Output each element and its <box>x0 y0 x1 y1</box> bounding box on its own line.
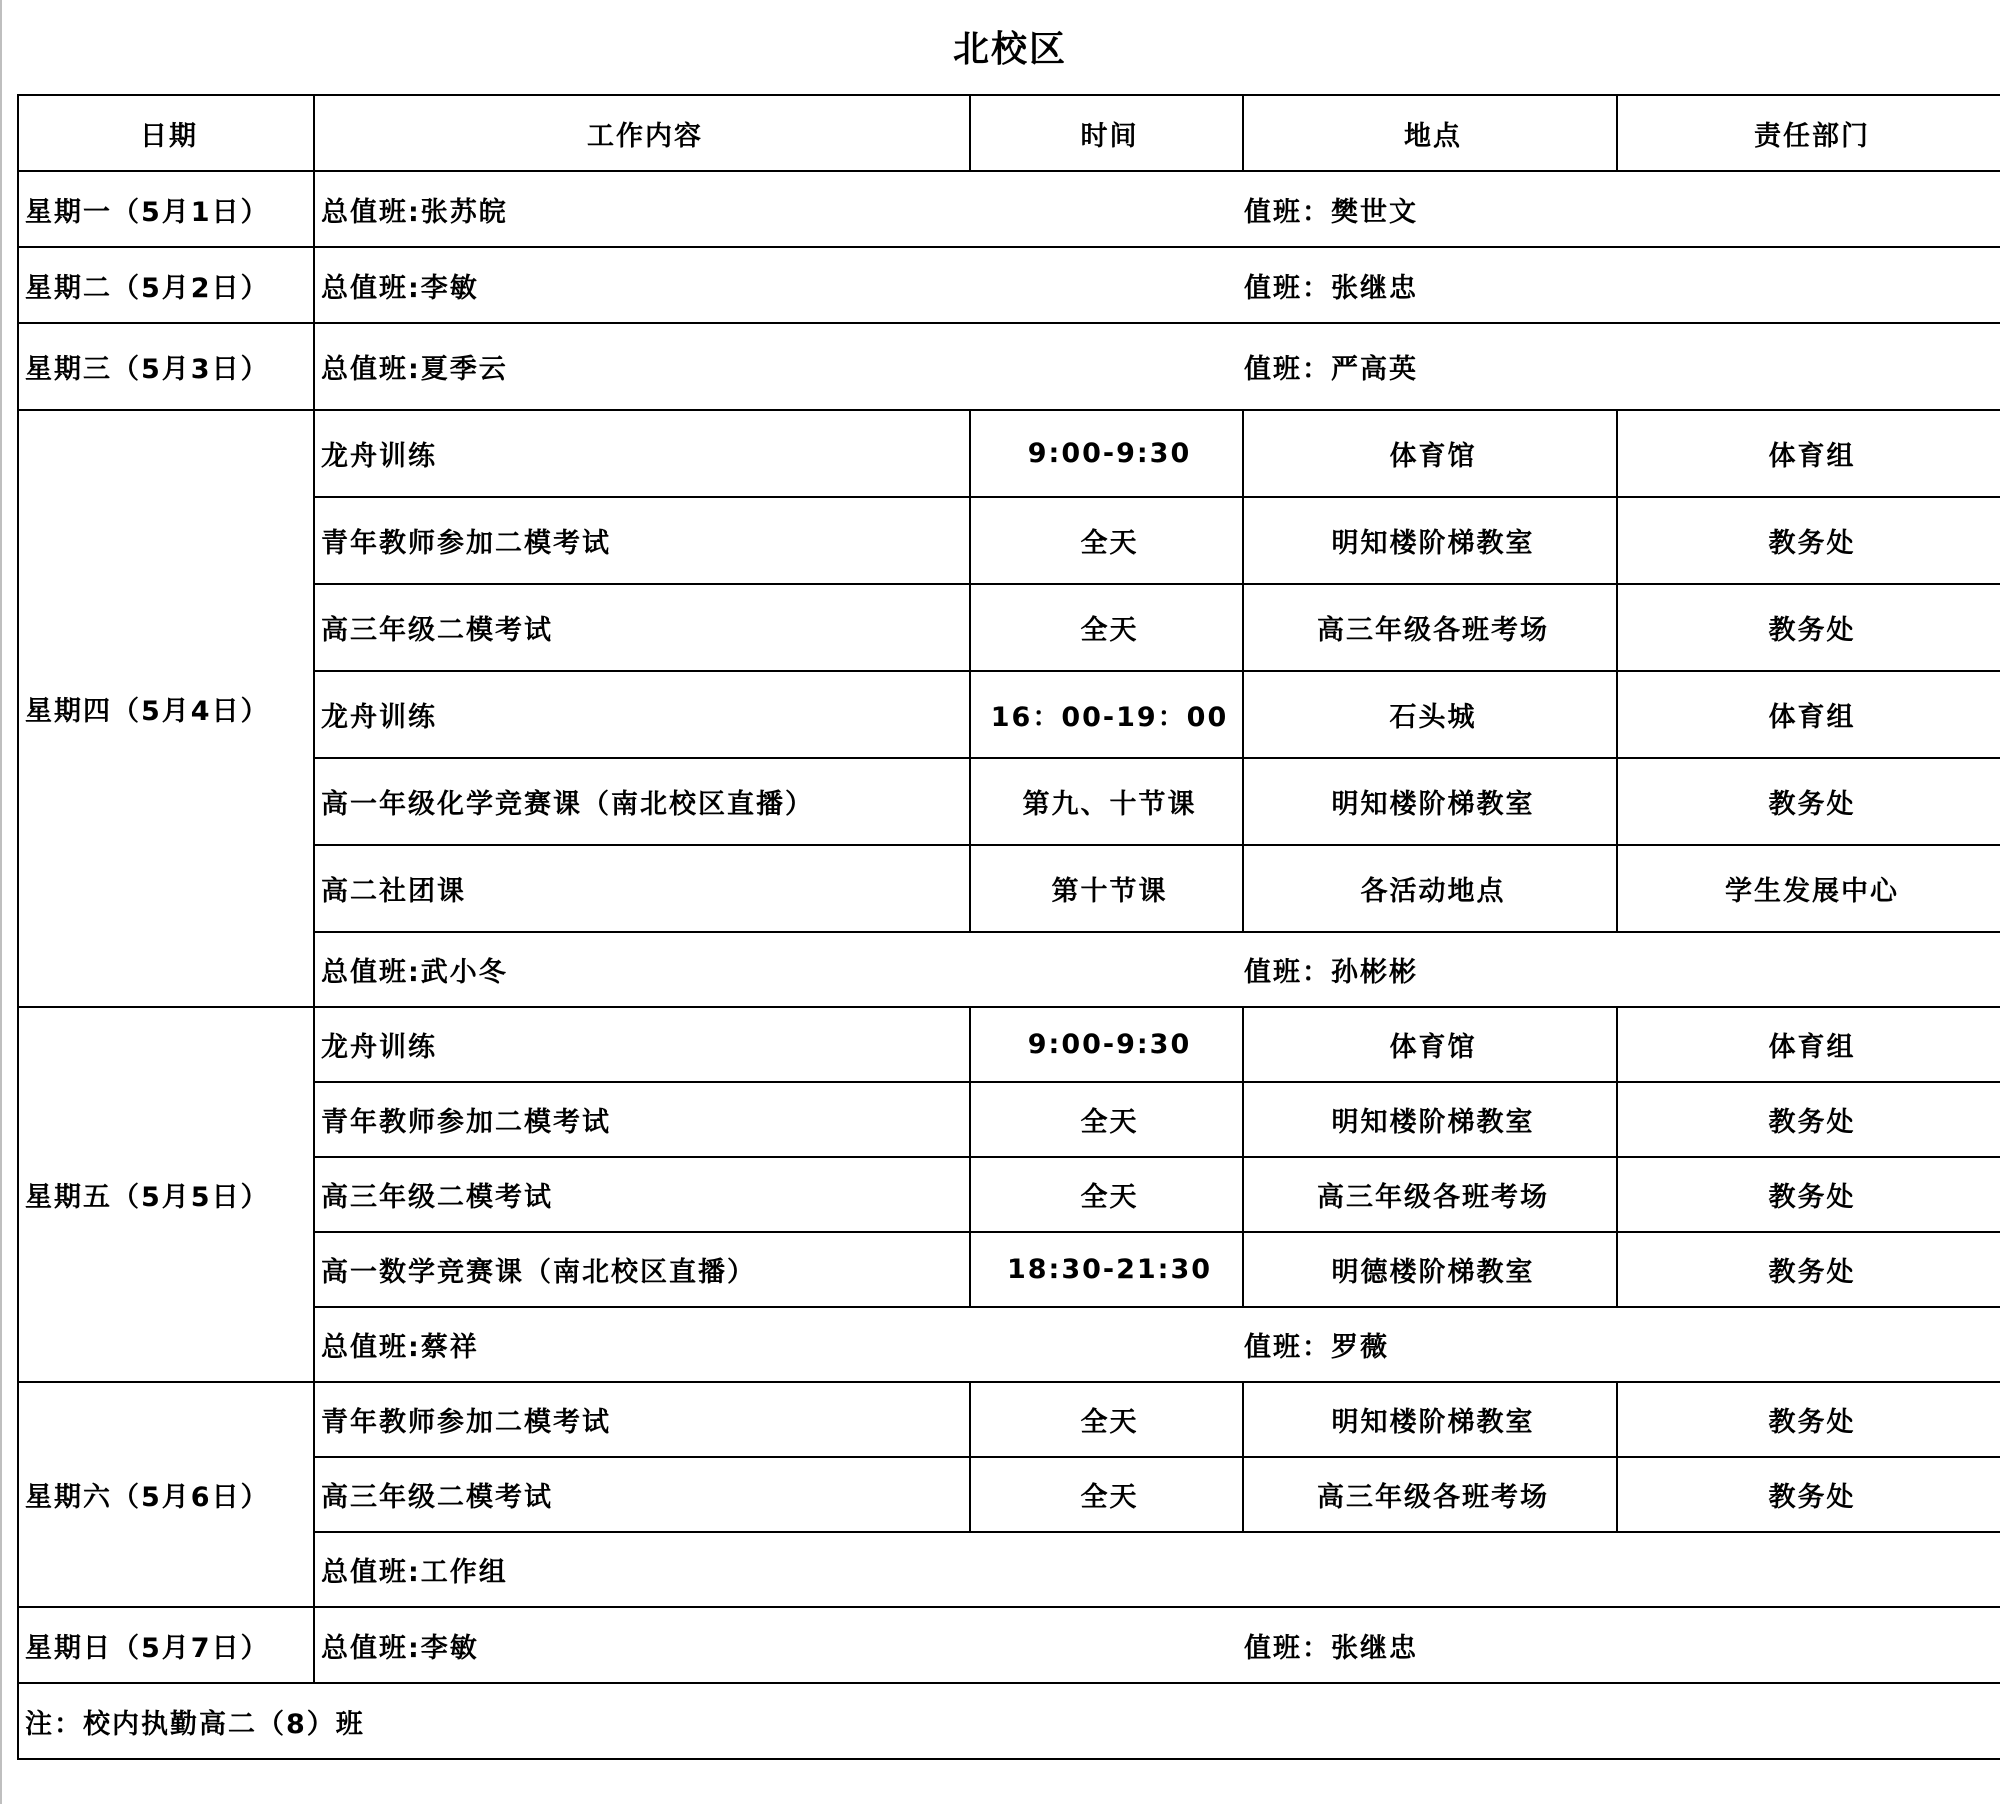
place-cell: 高三年级各班考场 <box>1243 1157 1617 1232</box>
table-row <box>18 171 2000 247</box>
content-cell: 龙舟训练 <box>314 671 970 758</box>
dept-cell: 教务处 <box>1617 1457 2000 1532</box>
time-cell: 全天 <box>970 584 1243 671</box>
content-cell: 青年教师参加二模考试 <box>314 1082 970 1157</box>
dept-cell: 体育组 <box>1617 671 2000 758</box>
dept-cell: 教务处 <box>1617 1232 2000 1307</box>
time-cell: 全天 <box>970 1157 1243 1232</box>
duty-cell <box>314 1307 2000 1382</box>
staff-duty: 值班：张继忠 <box>1244 1632 1418 1664</box>
staff-duty: 值班：樊世文 <box>1244 196 1418 228</box>
content-cell: 高三年级二模考试 <box>314 1457 970 1532</box>
table-row <box>18 323 2000 410</box>
place-cell: 各活动地点 <box>1243 845 1617 932</box>
duty-cell <box>314 932 2000 1007</box>
page-border <box>0 0 2 1804</box>
staff-duty: 值班：孙彬彬 <box>1244 957 1418 988</box>
staff-duty <box>1244 1550 2000 1589</box>
duty-cell <box>314 171 2000 247</box>
content-cell: 龙舟训练 <box>314 410 970 497</box>
date-cell: 星期三（5月3日） <box>18 323 314 410</box>
content-cell: 高一数学竞赛课（南北校区直播） <box>314 1232 970 1307</box>
note-cell: 注：校内执勤高二（8）班 <box>18 1683 2000 1759</box>
place-cell: 明德楼阶梯教室 <box>1243 1232 1617 1307</box>
chief-duty: 总值班:李敏 <box>321 1632 479 1664</box>
time-cell: 16：00-19：00 <box>970 671 1243 758</box>
time-cell: 第十节课 <box>970 845 1243 932</box>
place-cell: 高三年级各班考场 <box>1243 584 1617 671</box>
dept-cell: 教务处 <box>1617 584 2000 671</box>
time-cell: 第九、十节课 <box>970 758 1243 845</box>
chief-duty: 总值班:夏季云 <box>321 354 508 385</box>
header-time: 时间 <box>970 95 1243 171</box>
content-cell: 高二社团课 <box>314 845 970 932</box>
place-cell: 体育馆 <box>1243 410 1617 497</box>
page-title: 北校区 <box>952 29 1067 70</box>
note-row <box>18 1683 2000 1759</box>
time-cell: 全天 <box>970 497 1243 584</box>
table-row <box>18 758 2000 845</box>
staff-duty: 值班：严高英 <box>1244 354 1418 385</box>
table-row <box>18 1082 2000 1157</box>
table-row <box>18 932 2000 1007</box>
content-cell: 高三年级二模考试 <box>314 1157 970 1232</box>
content-cell: 龙舟训练 <box>314 1007 970 1082</box>
table-row <box>18 247 2000 323</box>
chief-duty: 总值班:蔡祥 <box>321 1332 479 1363</box>
content-cell: 高一年级化学竞赛课（南北校区直播） <box>314 758 970 845</box>
date-cell: 星期二（5月2日） <box>18 247 314 323</box>
table-row <box>18 1307 2000 1382</box>
time-cell: 全天 <box>970 1457 1243 1532</box>
dept-cell: 体育组 <box>1617 1007 2000 1082</box>
table-row <box>18 410 2000 497</box>
table-row <box>18 1232 2000 1307</box>
table-row <box>18 1157 2000 1232</box>
table-row <box>18 584 2000 671</box>
table-row <box>18 497 2000 584</box>
header-dept: 责任部门 <box>1617 95 2000 171</box>
table-header-row <box>18 95 2000 171</box>
date-cell: 星期四（5月4日） <box>18 410 314 1007</box>
date-cell: 星期日（5月7日） <box>18 1607 314 1683</box>
duty-cell <box>314 247 2000 323</box>
content-cell: 青年教师参加二模考试 <box>314 497 970 584</box>
dept-cell: 教务处 <box>1617 1382 2000 1457</box>
header-date: 日期 <box>18 95 314 171</box>
chief-duty: 总值班:武小冬 <box>321 957 508 988</box>
staff-duty: 值班：张继忠 <box>1244 272 1418 304</box>
table-row <box>18 1607 2000 1683</box>
content-cell: 青年教师参加二模考试 <box>314 1382 970 1457</box>
place-cell: 明知楼阶梯教室 <box>1243 497 1617 584</box>
duty-cell <box>314 1532 2000 1607</box>
place-cell: 明知楼阶梯教室 <box>1243 1382 1617 1457</box>
place-cell: 高三年级各班考场 <box>1243 1457 1617 1532</box>
table-row <box>18 1007 2000 1082</box>
table-row <box>18 1532 2000 1607</box>
content-cell: 高三年级二模考试 <box>314 584 970 671</box>
staff-duty: 值班：罗薇 <box>1244 1332 1389 1363</box>
time-cell: 全天 <box>970 1082 1243 1157</box>
place-cell: 明知楼阶梯教室 <box>1243 1082 1617 1157</box>
time-cell: 18:30-21:30 <box>970 1232 1243 1307</box>
duty-cell <box>314 1607 2000 1683</box>
dept-cell: 教务处 <box>1617 758 2000 845</box>
table-row <box>18 845 2000 932</box>
dept-cell: 教务处 <box>1617 1082 2000 1157</box>
chief-duty: 总值班:工作组 <box>321 1557 508 1588</box>
header-content: 工作内容 <box>314 95 970 171</box>
date-cell: 星期六（5月6日） <box>18 1382 314 1607</box>
date-cell: 星期五（5月5日） <box>18 1007 314 1382</box>
time-cell: 9:00-9:30 <box>970 1007 1243 1082</box>
dept-cell: 教务处 <box>1617 497 2000 584</box>
dept-cell: 学生发展中心 <box>1617 845 2000 932</box>
duty-cell <box>314 323 2000 410</box>
time-cell: 9:00-9:30 <box>970 410 1243 497</box>
table-row <box>18 1382 2000 1457</box>
date-cell: 星期一（5月1日） <box>18 171 314 247</box>
table-row <box>18 1457 2000 1532</box>
dept-cell: 体育组 <box>1617 410 2000 497</box>
time-cell: 全天 <box>970 1382 1243 1457</box>
chief-duty: 总值班:李敏 <box>321 272 479 304</box>
schedule-table <box>17 94 2000 1760</box>
header-place: 地点 <box>1243 95 1617 171</box>
place-cell: 明知楼阶梯教室 <box>1243 758 1617 845</box>
chief-duty: 总值班:张苏皖 <box>321 196 508 228</box>
place-cell: 体育馆 <box>1243 1007 1617 1082</box>
table-row <box>18 671 2000 758</box>
dept-cell: 教务处 <box>1617 1157 2000 1232</box>
place-cell: 石头城 <box>1243 671 1617 758</box>
